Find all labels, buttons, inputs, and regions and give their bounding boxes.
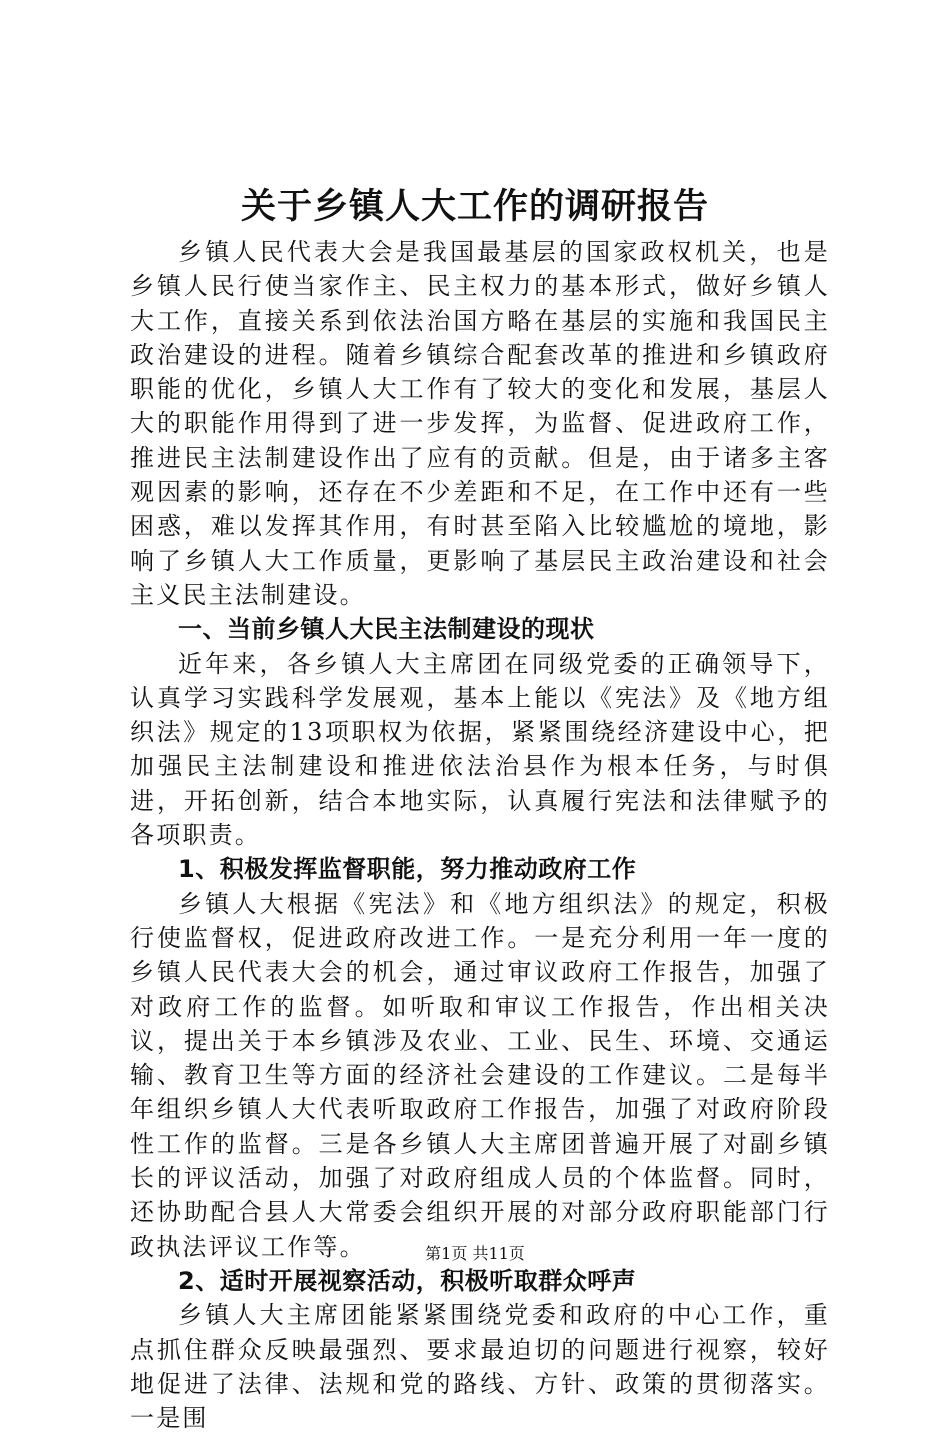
subsection-heading-inspection: 2、适时开展视察活动，积极听取群众呼声 — [178, 1266, 637, 1295]
intro-paragraph: 乡镇人民代表大会是我国最基层的国家政权机关，也是乡镇人民行使当家作主、民主权力的基本形式，做好乡镇人大工作，直接关系到依法治国方略在基层的实施和我国民主政治建设的进程。随着乡镇综合配套改革的推进和乡镇政府职能的优化，乡镇人大工作有了较大的变化和发展，基层人大的职能作用得到了进一步发挥，为监督、促进政府工作，推进民主法制建设作出了应有的贡献。但是，由于诸多主客观因素的影响，还存在不少差距和不足，在工作中还有一些困惑，难以发挥其作用，有时甚至陷入比较尴尬的境地，影响了乡镇人大工作质量，更影响了基层民主政治建设和社会主义民主法制建设。 — [130, 238, 830, 609]
section-heading-current-status: 一、当前乡镇人大民主法制建设的现状 — [178, 615, 595, 644]
subsection-heading-supervision: 1、积极发挥监督职能，努力推动政府工作 — [178, 855, 637, 884]
section-paragraph-current-status: 近年来，各乡镇人大主席团在同级党委的正确领导下，认真学习实践科学发展观，基本上能以《宪法》及《地方组织法》规定的13项职权为依据，紧紧围绕经济建设中心，把加强民主法制建设和推进依法治县作为根本任务，与时俱进，开拓创新，结合本地实际，认真履行宪法和法律赋予的各项职责。 — [130, 649, 830, 850]
subsection-paragraph-inspection: 乡镇人大主席团能紧紧围绕党委和政府的中心工作，重点抓住群众反映最强烈、要求最迫切的问题进行视察，较好地促进了法律、法规和党的路线、方针、政策的贯彻落实。一是围 — [130, 1301, 830, 1433]
document-title: 关于乡镇人大工作的调研报告 — [240, 187, 709, 227]
subsection-paragraph-supervision: 乡镇人大根据《宪法》和《地方组织法》的规定，积极行使监督权，促进政府改进工作。一是充分利用一年一度的乡镇人民代表大会的机会，通过审议政府工作报告，加强了对政府工作的监督。如听取和审议工作报告，作出相关决议，提出关于本乡镇涉及农业、工业、民生、环境、交通运输、教育卫生等方面的经济社会建设的工作建议。二是每半年组织乡镇人大代表听取政府工作报告，加强了对政府阶段性工作的监督。三是各乡镇人大主席团普遍开展了对副乡镇长的评议活动，加强了对政府组成人员的个体监督。同时，还协助配合县人大常委会组织开展的对部分政府职能部门行政执法评议工作等。 — [130, 889, 830, 1261]
page-footer: 第1页 共11页 — [425, 1244, 525, 1263]
